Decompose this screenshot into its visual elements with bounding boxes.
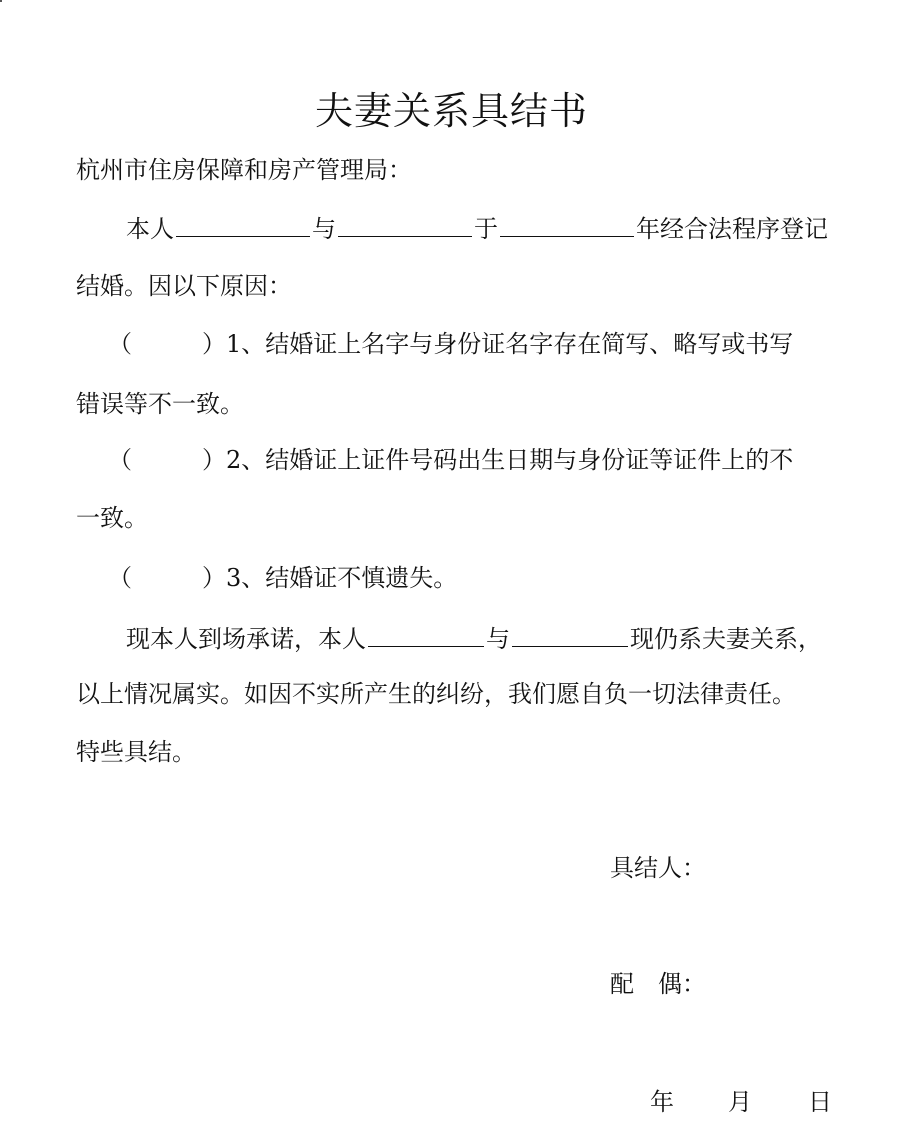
corner-mark [0, 0, 2, 2]
commitment-line-2: 以上情况属实。如因不实所产生的纠纷，我们愿自负一切法律责任。 [76, 680, 796, 708]
name-blank-1[interactable] [176, 210, 310, 237]
intro-prefix: 本人 [126, 215, 174, 243]
intro-on: 于 [474, 215, 498, 243]
intro-line-2: 结婚。因以下原因： [76, 272, 292, 300]
commitment-line-3: 特些具结。 [76, 738, 196, 766]
item-1-text: 1、结婚证上名字与身份证名字存在简写、略写或书写 [226, 330, 794, 358]
item-3-open-paren: （ [108, 564, 132, 592]
item-2-open-paren: （ [108, 446, 132, 474]
addressee: 杭州市住房保障和房产管理局： [76, 156, 412, 184]
commitment-line-1 [126, 620, 822, 655]
item-1-open-paren: （ [108, 330, 132, 358]
intro-and: 与 [312, 215, 336, 243]
item-1-continuation: 错误等不一致。 [76, 390, 244, 418]
item-1 [108, 328, 793, 360]
spouse-label: 配 偶： [610, 970, 706, 998]
item-3-text: 3、结婚证不慎遗失。 [226, 564, 458, 592]
item-2 [108, 444, 793, 476]
item-2-continuation: 一致。 [76, 504, 148, 532]
intro-suffix: 年经合法程序登记 [636, 215, 828, 243]
date-day-label: 日 [808, 1088, 832, 1116]
commitment-and: 与 [486, 625, 510, 653]
year-blank[interactable] [500, 210, 634, 237]
item-1-close-paren: ） [202, 330, 226, 358]
item-3-close-paren: ） [202, 564, 226, 592]
date-month-label: 月 [728, 1088, 752, 1116]
commitment-suffix: 现仍系夫妻关系， [630, 625, 822, 653]
item-2-close-paren: ） [202, 446, 226, 474]
commitment-blank-1[interactable] [368, 620, 484, 647]
item-2-text: 2、结婚证上证件号码出生日期与身份证等证件上的不 [226, 446, 794, 474]
intro-line-1 [126, 210, 828, 245]
item-3 [108, 562, 457, 594]
document-title: 夫妻关系具结书 [314, 89, 588, 133]
name-blank-2[interactable] [338, 210, 472, 237]
commitment-prefix: 现本人到场承诺，本人 [126, 625, 366, 653]
declarant-label: 具结人： [610, 854, 706, 882]
commitment-blank-2[interactable] [512, 620, 628, 647]
date-year-label: 年 [650, 1088, 674, 1116]
